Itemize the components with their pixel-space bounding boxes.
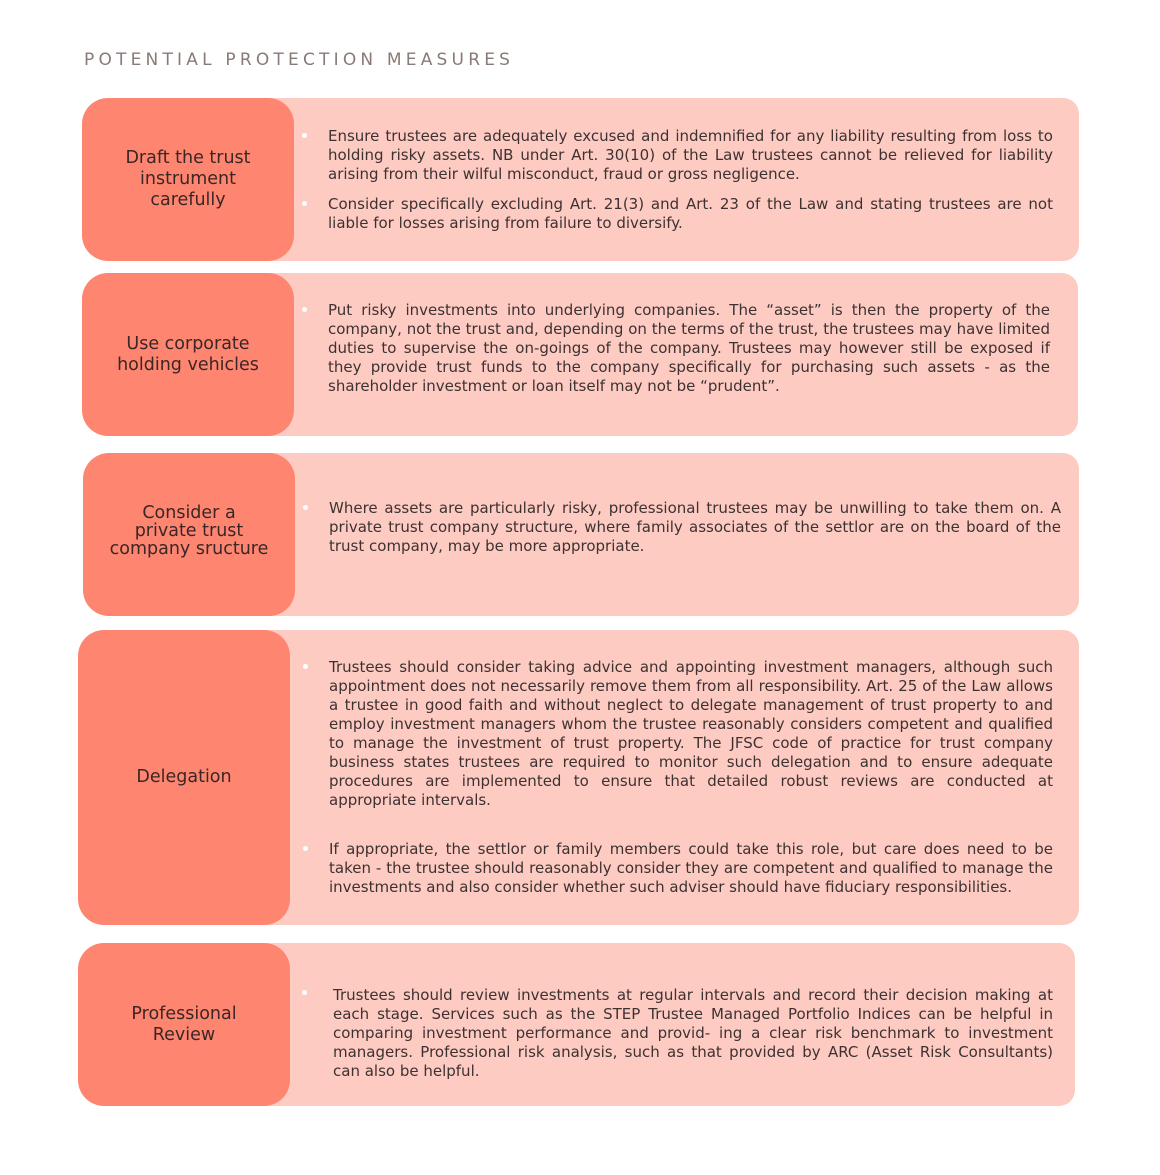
measure-bullet-text: If appropriate, the settlor or family members could take this role, but care does need to be taken - the trustee should reasonably consider they are competent and qualified to manage the investments and also consider whether such adviser should have fiduciary responsibilities. (329, 840, 1053, 896)
measure-heading (82, 273, 294, 436)
bullet-dot-icon (303, 664, 308, 669)
measure-bullet-text: Where assets are particularly risky, professional trustees may be unwilling to take them on. A private trust company structure, where family associates of the settlor are on the board of the trust company, may be more appropriate. (329, 499, 1061, 555)
measure-body (302, 273, 1078, 436)
measure-bullet-text: Trustees should review investments at regular intervals and record their decision making at each stage. Services such as the STEP Trustee Managed Portfolio Indices can be helpful in comparing investment performance and provid- ing a clear risk benchmark to investment managers. Professional risk analysis, such as that provided by ARC (Asset Risk Consultants) can also be helpful. (333, 986, 1053, 1080)
measure-heading-line: holding vehicles (117, 354, 259, 375)
measure-body (303, 630, 1079, 925)
bullet-dot-icon (302, 201, 307, 206)
measure-row-delegation (78, 630, 1079, 925)
measure-bullet (303, 499, 1061, 556)
bullet-dot-icon (302, 307, 307, 312)
bullet-dot-icon (303, 505, 308, 510)
measure-body (302, 943, 1075, 1106)
measure-bullet (303, 840, 1053, 897)
measure-bullet (302, 195, 1053, 233)
measure-bullet-text: Ensure trustees are adequately excused and indemnified for any liability resulting from loss to holding risky assets. NB under Art. 30(10) of the Law trustees cannot be relieved for liability arising from their wilful misconduct, fraud or gross negligence. (328, 126, 1053, 183)
measure-row-corporate-holding-vehicles (82, 273, 1078, 436)
measure-bullet-text: Consider specifically excluding Art. 21(3) and Art. 23 of the Law and stating trustees are not liable for losses arising from failure to diversify. (328, 194, 1053, 232)
measure-heading-line: carefully (150, 190, 226, 210)
measure-heading-line: Review (152, 1024, 216, 1045)
measure-heading-line: Professional (131, 1003, 237, 1024)
measure-bullet-text: Put risky investments into underlying companies. The “asset” is then the property of the company, not the trust and, depending on the terms of the trust, the trustees may have limited duties to supervise the on-goings of the company. Trustees may however still be exposed if they provide trust funds to the company specifically for purchasing such assets - as the shareholder investment or loan itself may not be “prudent”. (328, 301, 1050, 395)
measure-bullet-text: Trustees should consider taking advice and appointing investment managers, although such appointment does not necessarily remove them from all responsibility. Art. 25 of the Law allows a trustee in good faith and without neglect to delegate management of trust property to and employ investment managers whom the trustee reasonably considers competent and qualified to manage the investment of trust property. The JFSC code of practice for trust company business states trustees are required to monitor such delegation and to ensure adequate procedures are implemented to ensure that detailed robust reviews are conducted at appropriate intervals. (329, 658, 1053, 809)
measure-heading-line: Draft the trust (125, 148, 251, 168)
page-title: POTENTIAL PROTECTION MEASURES (84, 50, 515, 70)
bullet-dot-icon (302, 133, 307, 138)
measure-row-professional-review (78, 943, 1075, 1106)
measure-bullet (302, 986, 1053, 1081)
measure-row-private-trust-company (83, 453, 1079, 616)
measure-heading-line: Use corporate (126, 333, 250, 354)
measure-heading-line: company sructure (109, 538, 269, 559)
measure-heading (78, 943, 290, 1106)
measure-bullet (303, 658, 1053, 810)
measure-body (303, 453, 1079, 616)
measure-row-draft-trust-instrument (82, 98, 1079, 261)
measure-heading-line: Delegation (136, 767, 232, 787)
measure-heading-line: instrument (140, 169, 236, 189)
measure-heading (82, 98, 294, 261)
measure-heading (78, 630, 290, 925)
measure-heading-line: private trust (134, 520, 244, 541)
measure-bullet (302, 127, 1053, 184)
bullet-dot-icon (302, 990, 307, 995)
measure-bullet (302, 301, 1050, 396)
measure-heading-line: Consider a (142, 502, 236, 523)
bullet-dot-icon (303, 846, 308, 851)
measure-heading (83, 453, 295, 616)
measure-body (302, 98, 1079, 261)
